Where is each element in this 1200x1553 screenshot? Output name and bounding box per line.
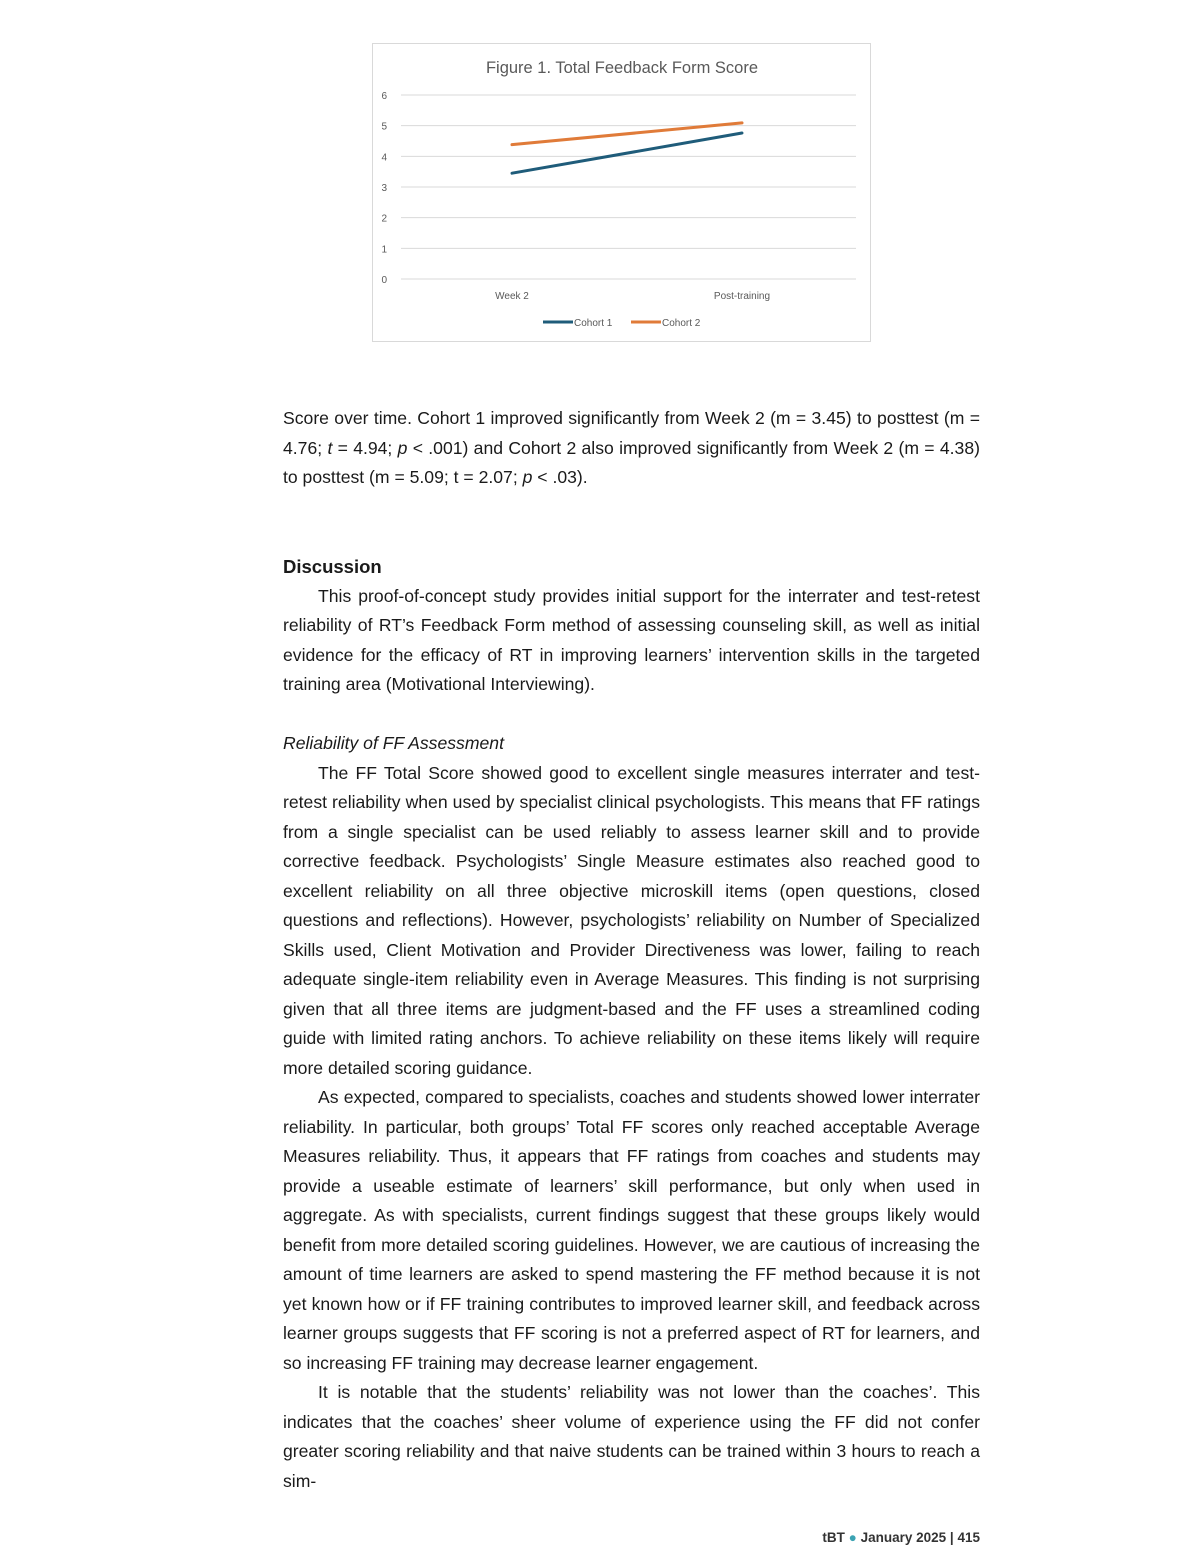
issue-date: January 2025 (860, 1530, 947, 1545)
body-paragraph: The FF Total Score showed good to excellent single measures interrater and test-retest reliability when used by specialist clinical psychologists. This means that FF ratings from a single specialist can be used reliably to assess learner skill and to provide corrective feedback. Psychologists’ Single Measure estimates also reached good to excellent reliability on all three objective microskill items (open questions, closed questions and reflections). However, psychologists’ reliability on Number of Specialized Skills used, Client Motivation and Provider Directiveness was lower, failing to reach adequate single-item reliability even in Average Measures. This finding is not surprising given that all three items are judgment-based and the FF uses a streamlined coding guide with limited rating anchors. To achieve reliability on these items likely will require more detailed scoring guidance. (283, 762, 980, 1078)
y-tick-label: 0 (381, 275, 387, 286)
journal-name: tBT (822, 1530, 845, 1545)
x-tick-label: Post-training (713, 291, 771, 302)
figure-1 (372, 43, 871, 342)
page-number: 415 (957, 1530, 980, 1545)
chart-title: Figure 1. Total Feedback Form Score (485, 59, 759, 77)
caption-paragraph: Score over time. Cohort 1 improved significantly from Week 2 (m = 3.45) to posttest (m = 4.76; t = 4.94; p < .001) and Cohort 2 also improved significantly from Week 2 (m = 4.38) to posttest (m = 5.09; t = 2.07; p < .03). (283, 408, 980, 487)
y-tick-label: 6 (381, 91, 387, 102)
section-heading: Discussion (283, 556, 382, 577)
legend-label: Cohort 2 (662, 318, 701, 329)
discussion-section (283, 552, 980, 1496)
y-tick-label: 2 (381, 213, 387, 225)
separator: | (949, 1530, 954, 1545)
y-tick-label: 3 (381, 183, 387, 194)
series-line-cohort-2 (512, 123, 742, 145)
body-paragraph: It is notable that the students’ reliability was not lower than the coaches’. This indicates that the coaches’ sheer volume of experience using the FF did not confer greater scoring reliability and that naive students can be trained within 3 hours to reach a sim- (283, 1382, 980, 1491)
page-footer (822, 1530, 980, 1545)
figure-caption (283, 404, 980, 493)
body-paragraph: As expected, compared to specialists, coaches and students showed lower interrater reliability. In particular, both groups’ Total FF scores only reached acceptable Average Measures reliability. Thus, it appears that FF ratings from coaches and students may provide a useable estimate of learners’ skill performance, but only when used in aggregate. As with specialists, current findings suggest that these groups likely would benefit from more detailed scoring guidelines. However, we are cautious of increasing the amount of time learners are asked to spend mastering the FF method because it is not yet known how or if FF training contributes to improved learner skill, and feedback across learner groups suggests that FF scoring is not a preferred aspect of RT for learners, and so increasing FF training may decrease learner engagement. (283, 1087, 980, 1373)
x-tick-label: Week 2 (495, 291, 529, 302)
line-chart (373, 44, 872, 343)
subsection-heading: Reliability of FF Assessment (283, 733, 504, 753)
y-tick-label: 5 (381, 121, 387, 133)
legend-label: Cohort 1 (574, 318, 613, 329)
bullet-icon: ● (848, 1530, 857, 1545)
series-line-cohort-1 (512, 133, 742, 173)
y-tick-label: 4 (381, 152, 387, 164)
y-tick-label: 1 (381, 244, 387, 256)
body-paragraph: This proof-of-concept study provides initial support for the interrater and test-retest reliability of RT’s Feedback Form method of assessing counseling skill, as well as initial evidence for the efficacy of RT in improving learners’ intervention skills in the targeted training area (Motivational Interviewing). (283, 585, 980, 694)
